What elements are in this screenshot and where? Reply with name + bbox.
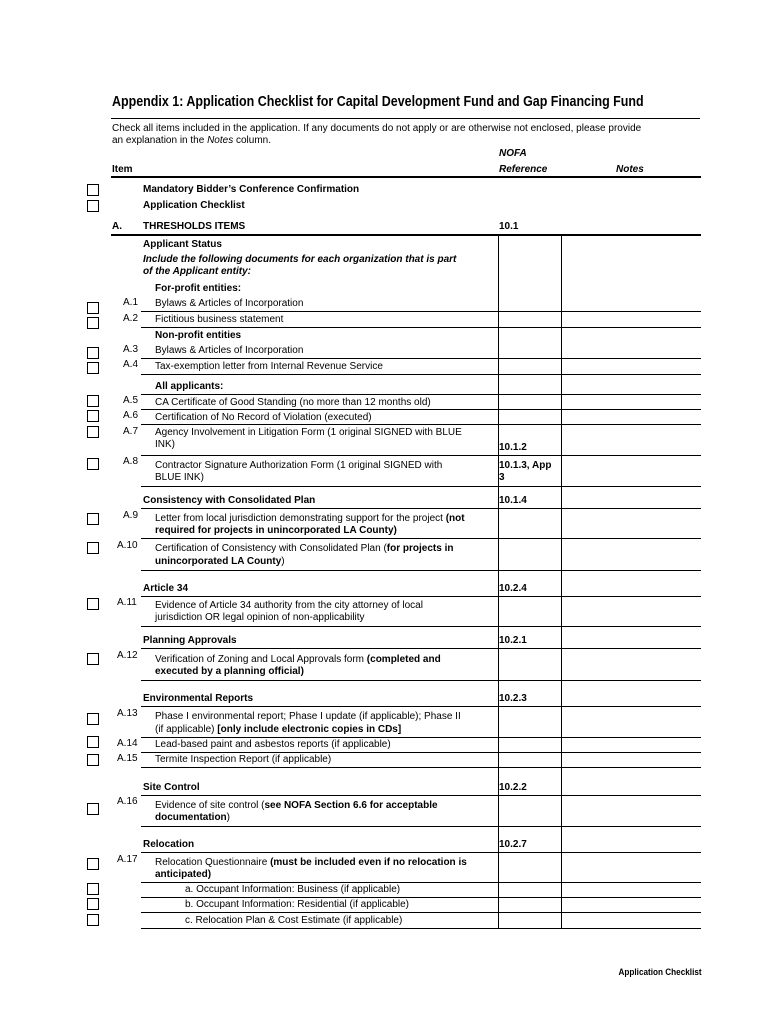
item-a13-text-2: (if applicable) [only include electronic copies in CDs] xyxy=(155,724,402,735)
row-rule xyxy=(141,311,701,312)
section-site-title: Site Control xyxy=(143,782,200,793)
item-a16-text-2: documentation) xyxy=(155,812,231,823)
row-rule xyxy=(141,327,701,328)
item-a6-text: Certification of No Record of Violation (executed) xyxy=(155,412,372,423)
checkbox-mandatory[interactable] xyxy=(87,184,99,196)
section-consistency-title: Consistency with Consolidated Plan xyxy=(143,495,316,506)
section-planning-title: Planning Approvals xyxy=(143,635,237,646)
intro-text: Check all items included in the application. If any documents do not apply or are otherwise not enclosed, please provide xyxy=(112,123,642,134)
row-rule xyxy=(141,737,701,738)
row-rule xyxy=(141,795,701,796)
row-rule xyxy=(141,358,701,359)
item-a14-text: Lead-based paint and asbestos reports (if applicable) xyxy=(155,739,391,750)
item-a17-text-2: anticipated) xyxy=(155,869,212,880)
ref-column-line xyxy=(498,235,499,929)
item-a1-text: Bylaws & Articles of Incorporation xyxy=(155,298,304,309)
row-rule xyxy=(141,538,701,539)
item-a16-text: Evidence of site control (see NOFA Section 6.6 for acceptable xyxy=(155,800,438,811)
section-consistency-ref: 10.1.4 xyxy=(499,495,527,506)
header-reference: Reference xyxy=(499,164,548,175)
section-a-letter: A. xyxy=(112,221,122,232)
item-a12-text-2: executed by a planning official) xyxy=(155,666,304,677)
section-article34-ref: 10.2.4 xyxy=(499,583,527,594)
checkbox-a2[interactable] xyxy=(87,317,99,329)
item-a8-ref-2: 3 xyxy=(499,472,505,483)
row-rule xyxy=(141,882,701,883)
section-environmental-title: Environmental Reports xyxy=(143,693,254,704)
checkbox-a16[interactable] xyxy=(87,803,99,815)
item-number: A.6 xyxy=(123,410,139,421)
checkbox-a11[interactable] xyxy=(87,598,99,610)
section-a-title: THRESHOLDS ITEMS xyxy=(143,221,246,232)
row-rule xyxy=(141,852,701,853)
row-rule xyxy=(141,928,701,929)
row-rule xyxy=(141,752,701,753)
applicant-status-heading: Applicant Status xyxy=(143,239,222,250)
checkbox-a5[interactable] xyxy=(87,395,99,407)
item-number: A.5 xyxy=(123,395,139,406)
title-rule xyxy=(111,118,700,119)
section-environmental-ref: 10.2.3 xyxy=(499,693,527,704)
item-number: A.2 xyxy=(123,313,139,324)
item-a5-text: CA Certificate of Good Standing (no more than 12 months old) xyxy=(155,397,431,408)
checkbox-a12[interactable] xyxy=(87,653,99,665)
footer-label: Application Checklist xyxy=(618,967,702,978)
item-a17-text: Relocation Questionnaire (must be included even if no relocation is xyxy=(155,857,467,868)
notes-column-line xyxy=(561,235,562,929)
row-rule xyxy=(141,596,701,597)
item-a7-ref: 10.1.2 xyxy=(499,442,527,453)
item-application-checklist: Application Checklist xyxy=(143,200,245,211)
checkbox-a17a[interactable] xyxy=(87,883,99,895)
row-rule xyxy=(141,912,701,913)
group-nonprofit: Non-profit entities xyxy=(155,330,242,341)
item-a9-text-2: required for projects in unincorporated LA County) xyxy=(155,525,397,536)
row-rule xyxy=(141,394,701,395)
page-title: Appendix 1: Application Checklist for Capital Development Fund and Gap Financing Fund xyxy=(112,94,644,110)
row-rule xyxy=(141,680,701,681)
item-number: A.10 xyxy=(117,540,138,551)
checkbox-a13[interactable] xyxy=(87,713,99,725)
row-rule xyxy=(141,455,701,456)
checkbox-a8[interactable] xyxy=(87,458,99,470)
item-number: A.1 xyxy=(123,297,139,308)
section-site-ref: 10.2.2 xyxy=(499,782,527,793)
item-a8-text-2: BLUE INK) xyxy=(155,472,204,483)
item-number: A.14 xyxy=(117,738,138,749)
item-mandatory-conference: Mandatory Bidder’s Conference Confirmation xyxy=(143,184,360,195)
checkbox-a3[interactable] xyxy=(87,347,99,359)
checkbox-a17[interactable] xyxy=(87,858,99,870)
section-a-ref: 10.1 xyxy=(499,221,519,232)
item-number: A.9 xyxy=(123,510,139,521)
group-all-applicants: All applicants: xyxy=(155,381,224,392)
item-a8-text: Contractor Signature Authorization Form (1 original SIGNED with xyxy=(155,460,443,471)
row-rule xyxy=(141,767,701,768)
item-number: A.4 xyxy=(123,359,139,370)
item-a15-text: Termite Inspection Report (if applicable) xyxy=(155,754,332,765)
checkbox-a10[interactable] xyxy=(87,542,99,554)
header-item: Item xyxy=(112,164,133,175)
checkbox-a1[interactable] xyxy=(87,302,99,314)
intro-text-2: an explanation in the Notes column. xyxy=(112,135,271,146)
item-a11-text: Evidence of Article 34 authority from the city attorney of local xyxy=(155,600,423,611)
section-relocation-ref: 10.2.7 xyxy=(499,839,527,850)
row-rule xyxy=(141,374,701,375)
item-a9-text: Letter from local jurisdiction demonstrating support for the project (not xyxy=(155,513,465,524)
row-rule xyxy=(141,897,701,898)
item-a11-text-2: jurisdiction OR legal opinion of non-applicability xyxy=(155,612,365,623)
item-a7-text-2: INK) xyxy=(155,439,175,450)
item-number: A.17 xyxy=(117,854,138,865)
item-a10-text-2: unincorporated LA County) xyxy=(155,556,285,567)
item-a8-ref: 10.1.3, App xyxy=(499,460,552,471)
row-rule xyxy=(141,706,701,707)
header-notes: Notes xyxy=(616,164,644,175)
item-a7-text: Agency Involvement in Litigation Form (1 original SIGNED with BLUE xyxy=(155,427,462,438)
row-rule xyxy=(141,508,701,509)
item-a2-text: Fictitious business statement xyxy=(155,314,284,325)
item-number: A.16 xyxy=(117,796,138,807)
section-a-rule xyxy=(111,234,701,236)
applicant-status-instruction-2: of the Applicant entity: xyxy=(143,266,251,277)
row-rule xyxy=(141,570,701,571)
checkbox-a4[interactable] xyxy=(87,362,99,374)
item-a13-text: Phase I environmental report; Phase I update (if applicable); Phase II xyxy=(155,711,461,722)
applicant-status-instruction: Include the following documents for each organization that is part xyxy=(143,254,457,265)
header-rule xyxy=(111,176,701,178)
item-a17a-text: a. Occupant Information: Business (if applicable) xyxy=(185,884,401,895)
row-rule xyxy=(141,626,701,627)
item-a10-text: Certification of Consistency with Consolidated Plan (for projects in xyxy=(155,543,454,554)
item-number: A.13 xyxy=(117,708,138,719)
row-rule xyxy=(141,409,701,410)
item-number: A.8 xyxy=(123,456,139,467)
item-a12-text: Verification of Zoning and Local Approvals form (completed and xyxy=(155,654,441,665)
checkbox-checklist[interactable] xyxy=(87,200,99,212)
row-rule xyxy=(141,424,701,425)
checkbox-a6[interactable] xyxy=(87,410,99,422)
item-a17b-text: b. Occupant Information: Residential (if applicable) xyxy=(185,899,410,910)
checkbox-a17c[interactable] xyxy=(87,914,99,926)
item-a17c-text: c. Relocation Plan & Cost Estimate (if applicable) xyxy=(185,915,403,926)
item-number: A.3 xyxy=(123,344,139,355)
section-article34-title: Article 34 xyxy=(143,583,189,594)
row-rule xyxy=(141,486,701,487)
group-forprofit: For-profit entities: xyxy=(155,283,242,294)
checkbox-a17b[interactable] xyxy=(87,898,99,910)
row-rule xyxy=(141,826,701,827)
checkbox-a7[interactable] xyxy=(87,426,99,438)
item-number: A.7 xyxy=(123,426,139,437)
checkbox-a14[interactable] xyxy=(87,736,99,748)
item-number: A.15 xyxy=(117,753,138,764)
checkbox-a9[interactable] xyxy=(87,513,99,525)
checkbox-a15[interactable] xyxy=(87,754,99,766)
item-number: A.12 xyxy=(117,650,138,661)
item-number: A.11 xyxy=(117,597,137,608)
section-planning-ref: 10.2.1 xyxy=(499,635,527,646)
section-relocation-title: Relocation xyxy=(143,839,195,850)
header-nofa: NOFA xyxy=(499,148,527,159)
item-a4-text: Tax-exemption letter from Internal Revenue Service xyxy=(155,361,383,372)
row-rule xyxy=(141,648,701,649)
item-a3-text: Bylaws & Articles of Incorporation xyxy=(155,345,304,356)
